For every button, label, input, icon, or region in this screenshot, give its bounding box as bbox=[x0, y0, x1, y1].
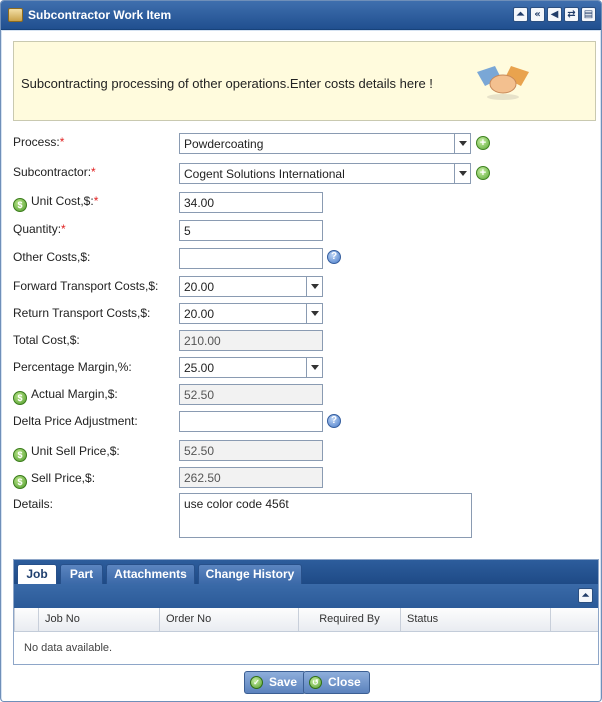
help-icon[interactable]: ? bbox=[327, 250, 341, 264]
collapse-grid-icon[interactable]: ⏶ bbox=[578, 588, 593, 603]
return-transport-select[interactable]: 20.00 bbox=[179, 303, 323, 324]
chevron-down-icon[interactable] bbox=[306, 358, 322, 377]
grid-toolbar bbox=[14, 584, 598, 608]
dollar-coin-icon: $ bbox=[13, 448, 27, 462]
add-process-icon[interactable]: + bbox=[476, 136, 490, 150]
dollar-coin-icon: $ bbox=[13, 198, 27, 212]
process-label: Process:* bbox=[13, 135, 65, 149]
tab-job[interactable]: Job bbox=[17, 564, 57, 585]
form-panel bbox=[2, 31, 600, 701]
delta-price-label: Delta Price Adjustment: bbox=[13, 414, 138, 428]
quantity-label: Quantity:* bbox=[13, 222, 66, 236]
actual-margin-label: $ Actual Margin,$: bbox=[13, 387, 118, 405]
column-required-by[interactable]: Required By bbox=[298, 608, 400, 631]
intro-banner bbox=[13, 41, 596, 121]
sell-price-field: 262.50 bbox=[179, 467, 323, 488]
forward-transport-select[interactable]: 20.00 bbox=[179, 276, 323, 297]
unit-sell-price-field: 52.50 bbox=[179, 440, 323, 461]
tab-change-history[interactable]: Change History bbox=[198, 564, 302, 584]
details-textarea[interactable]: use color code 456t bbox=[179, 493, 472, 538]
chevron-down-icon[interactable] bbox=[454, 164, 470, 183]
chevron-down-icon[interactable] bbox=[454, 134, 470, 153]
add-subcontractor-icon[interactable]: + bbox=[476, 166, 490, 180]
subcontractor-label: Subcontractor:* bbox=[13, 165, 96, 179]
column-order-no[interactable]: Order No bbox=[159, 608, 298, 631]
process-select[interactable]: Powdercoating bbox=[179, 133, 471, 154]
undo-icon: ↺ bbox=[309, 676, 322, 689]
tab-part[interactable]: Part bbox=[60, 564, 103, 584]
intro-message: Subcontracting processing of other operations.Enter costs details here ! bbox=[21, 76, 433, 91]
dollar-coin-icon: $ bbox=[13, 391, 27, 405]
chevron-down-icon[interactable] bbox=[306, 277, 322, 296]
window-title: Subcontractor Work Item bbox=[28, 8, 172, 22]
unit-cost-label: $ Unit Cost,$:* bbox=[13, 194, 98, 212]
subcontractor-select[interactable]: Cogent Solutions International bbox=[179, 163, 471, 184]
total-cost-label: Total Cost,$: bbox=[13, 333, 80, 347]
chevron-down-icon[interactable] bbox=[306, 304, 322, 323]
tab-attachments[interactable]: Attachments bbox=[106, 564, 195, 584]
return-transport-label: Return Transport Costs,$: bbox=[13, 306, 151, 320]
grid-empty-message: No data available. bbox=[24, 642, 113, 654]
sell-price-label: $ Sell Price,$: bbox=[13, 471, 95, 489]
help-icon[interactable]: ? bbox=[327, 414, 341, 428]
save-button[interactable]: ✓ Save bbox=[244, 671, 306, 694]
print-button[interactable]: ▤ bbox=[581, 7, 596, 22]
quantity-input[interactable]: 5 bbox=[179, 220, 323, 241]
grid-header-spacer bbox=[550, 608, 598, 631]
handshake-icon bbox=[477, 64, 529, 102]
other-costs-label: Other Costs,$: bbox=[13, 250, 91, 264]
column-job-no[interactable]: Job No bbox=[38, 608, 159, 631]
percentage-margin-select[interactable]: 25.00 bbox=[179, 357, 323, 378]
other-costs-input[interactable] bbox=[179, 248, 323, 269]
unit-cost-input[interactable]: 34.00 bbox=[179, 192, 323, 213]
unit-sell-price-label: $ Unit Sell Price,$: bbox=[13, 444, 120, 462]
related-tabs-panel bbox=[13, 559, 599, 665]
tab-strip bbox=[14, 560, 598, 584]
details-label: Details: bbox=[13, 497, 54, 511]
dollar-coin-icon: $ bbox=[13, 475, 27, 489]
collapse-button[interactable]: ⏶ bbox=[513, 7, 528, 22]
previous-button[interactable]: ◀ bbox=[547, 7, 562, 22]
title-bar[interactable] bbox=[1, 1, 601, 30]
forward-transport-label: Forward Transport Costs,$: bbox=[13, 279, 159, 293]
delta-price-input[interactable] bbox=[179, 411, 323, 432]
actual-margin-field: 52.50 bbox=[179, 384, 323, 405]
close-button[interactable]: ↺ Close bbox=[303, 671, 370, 694]
grid-header bbox=[14, 608, 598, 632]
window-icon bbox=[8, 8, 23, 22]
check-icon: ✓ bbox=[250, 676, 263, 689]
refresh-button[interactable]: ⇄ bbox=[564, 7, 579, 22]
percentage-margin-label: Percentage Margin,%: bbox=[13, 360, 132, 374]
grid-header-select bbox=[14, 608, 38, 631]
first-record-button[interactable]: « bbox=[530, 7, 545, 22]
total-cost-field: 210.00 bbox=[179, 330, 323, 351]
column-status[interactable]: Status bbox=[400, 608, 550, 631]
